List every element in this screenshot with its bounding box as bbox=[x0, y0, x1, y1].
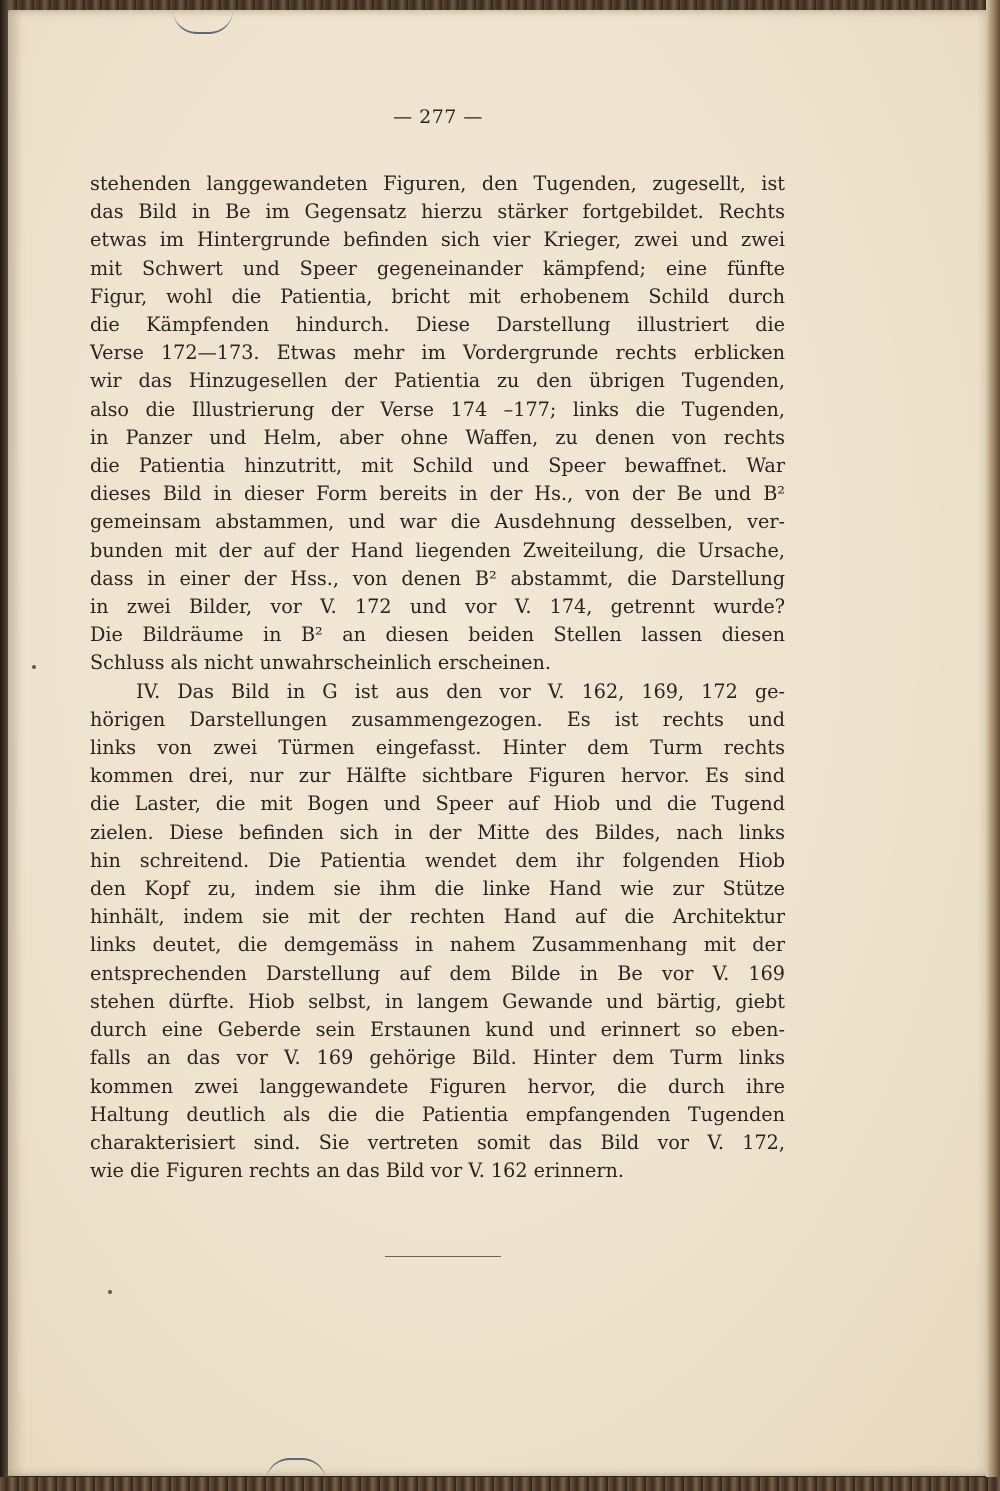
text-line: den Kopf zu, indem sie ihm die linke Hand wie zur Stütze bbox=[90, 877, 785, 901]
text-line: also die Illustrierung der Verse 174 –177; links die Tugenden, bbox=[90, 397, 785, 421]
text-line: falls an das vor V. 169 gehörige Bild. Hinter dem Turm links bbox=[90, 1046, 785, 1070]
text-line: durch eine Geberde sein Erstaunen kund und erinnert so eben- bbox=[90, 1018, 785, 1042]
text-line: mit Schwert und Speer gegeneinander kämpfend; eine fünfte bbox=[90, 256, 785, 280]
text-line: kommen drei, nur zur Hälfte sichtbare Figuren hervor. Es sind bbox=[90, 764, 785, 788]
text-line: charakterisiert sind. Sie vertreten somit das Bild vor V. 172, bbox=[90, 1130, 785, 1154]
page-number: — 277 — bbox=[393, 106, 483, 128]
paragraph-first-line: IV. Das Bild in G ist aus den vor V. 162, 169, 172 ge- bbox=[136, 679, 785, 703]
book-binding-bottom bbox=[0, 1477, 1000, 1491]
text-line: in zwei Bilder, vor V. 172 und vor V. 174, getrennt wurde? bbox=[90, 595, 785, 619]
text-line: entsprechenden Darstellung auf dem Bilde in Be vor V. 169 bbox=[90, 961, 785, 985]
text-line: bunden mit der auf der Hand liegenden Zweiteilung, die Ursache, bbox=[90, 538, 785, 562]
text-line: etwas im Hintergrunde befinden sich vier Krieger, zwei und zwei bbox=[90, 228, 785, 252]
text-line: hörigen Darstellungen zusammengezogen. Es ist rechts und bbox=[90, 707, 785, 731]
text-line: kommen zwei langgewandete Figuren hervor, die durch ihre bbox=[90, 1074, 785, 1098]
paper-speck bbox=[32, 665, 36, 669]
text-line: hin schreitend. Die Patientia wendet dem ihr folgenden Hiob bbox=[90, 848, 785, 872]
text-line: links von zwei Türmen eingefasst. Hinter dem Turm rechts bbox=[90, 736, 785, 760]
text-line: die Kämpfenden hindurch. Diese Darstellung illustriert die bbox=[90, 313, 785, 337]
text-line: stehen dürfte. Hiob selbst, in langem Gewande und bärtig, giebt bbox=[90, 989, 785, 1013]
text-line: Haltung deutlich als die die Patientia empfangenden Tugenden bbox=[90, 1102, 785, 1126]
text-line: gemeinsam abstammen, und war die Ausdehnung desselben, ver- bbox=[90, 510, 785, 534]
section-end-rule bbox=[385, 1256, 501, 1257]
text-line: die Patientia hinzutritt, mit Schild und Speer bewaffnet. War bbox=[90, 454, 785, 478]
text-line: das Bild in Be im Gegensatz hierzu stärker fortgebildet. Rechts bbox=[90, 200, 785, 224]
text-line: Verse 172—173. Etwas mehr im Vordergrunde rechts erblicken bbox=[90, 341, 785, 365]
text-line: links deutet, die demgemäss in nahem Zusammenhang mit der bbox=[90, 933, 785, 957]
paper-speck bbox=[108, 1290, 112, 1294]
text-line: die Laster, die mit Bogen und Speer auf Hiob und die Tugend bbox=[90, 792, 785, 816]
text-line: Figur, wohl die Patientia, bricht mit erhobenem Schild durch bbox=[90, 284, 785, 308]
page-clip-top bbox=[173, 10, 233, 34]
text-line: in Panzer und Helm, aber ohne Waffen, zu denen von rechts bbox=[90, 425, 785, 449]
text-line: dieses Bild in dieser Form bereits in der Hs., von der Be und B² bbox=[90, 482, 785, 506]
text-line: hinhält, indem sie mit der rechten Hand auf die Architektur bbox=[90, 905, 785, 929]
text-line: zielen. Diese befinden sich in der Mitte des Bildes, nach links bbox=[90, 820, 785, 844]
paragraph-last-line: wie die Figuren rechts an das Bild vor V. 162 erinnern. bbox=[90, 1159, 625, 1183]
body-text bbox=[90, 170, 785, 1185]
text-line: Die Bildräume in B² an diesen beiden Stellen lassen diesen bbox=[90, 623, 785, 647]
text-line: stehenden langgewandeten Figuren, den Tugenden, zugesellt, ist bbox=[90, 172, 785, 195]
text-line: dass in einer der Hss., von denen B² abstammt, die Darstellung bbox=[90, 566, 785, 590]
book-page-edges-right bbox=[986, 0, 1000, 1491]
book-page bbox=[8, 10, 988, 1476]
text-line: wir das Hinzugesellen der Patientia zu den übrigen Tugenden, bbox=[90, 369, 785, 393]
paragraph-last-line: Schluss als nicht unwahrscheinlich erscheinen. bbox=[90, 651, 551, 675]
